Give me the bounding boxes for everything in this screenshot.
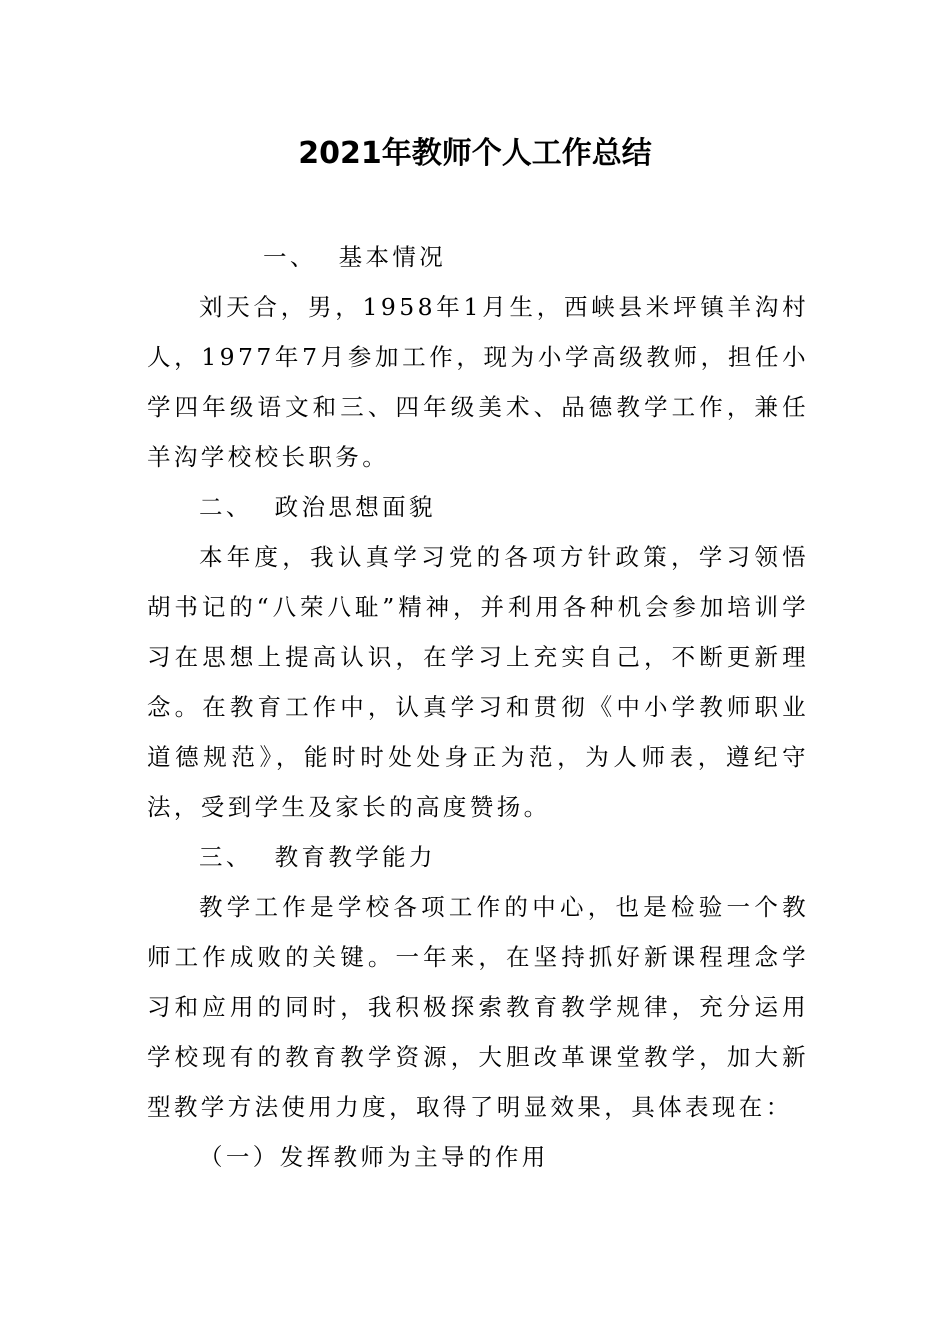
section-heading-text: 政治思想面貌 xyxy=(274,493,436,521)
paragraph: 本年度，我认真学习党的各项方针政策，学习领悟胡书记的“八荣八耻”精神，并利用各种机会参加培训学习在思想上提高认识，在学习上充实自己，不断更新理念。在教育工作中，认真学习和贯彻《中小学教师职业道德规范》，能时时处处身正为范，为人师表，遵纪守法，受到学生及家长的高度赞扬。 xyxy=(147,543,809,821)
document-body xyxy=(147,232,809,1182)
section-heading-number: 一、 xyxy=(263,243,317,271)
section-heading-3 xyxy=(147,832,809,882)
section-heading-text: 教育教学能力 xyxy=(274,843,436,871)
section-heading-number: 三、 xyxy=(199,843,253,871)
paragraph: 教学工作是学校各项工作的中心，也是检验一个教师工作成败的关键。一年来，在坚持抓好新课程理念学习和应用的同时，我积极探索教育教学规律，充分运用学校现有的教育教学资源，大胆改革课堂教学，加大新型教学方法使用力度，取得了明显效果，具体表现在： xyxy=(147,893,809,1121)
section-heading-2 xyxy=(147,482,809,532)
section-heading-text: 基本情况 xyxy=(338,243,447,271)
section-heading-number: 二、 xyxy=(199,493,253,521)
section-heading-1 xyxy=(147,232,809,282)
document-title: 2021年教师个人工作总结 xyxy=(298,136,652,171)
subheading: （一）发挥教师为主导的作用 xyxy=(199,1143,549,1171)
paragraph: 刘天合，男，1958年1月生，西峡县米坪镇羊沟村人，1977年7月参加工作，现为小学高级教师，担任小学四年级语文和三、四年级美术、品德教学工作，兼任羊沟学校校长职务。 xyxy=(147,293,809,471)
